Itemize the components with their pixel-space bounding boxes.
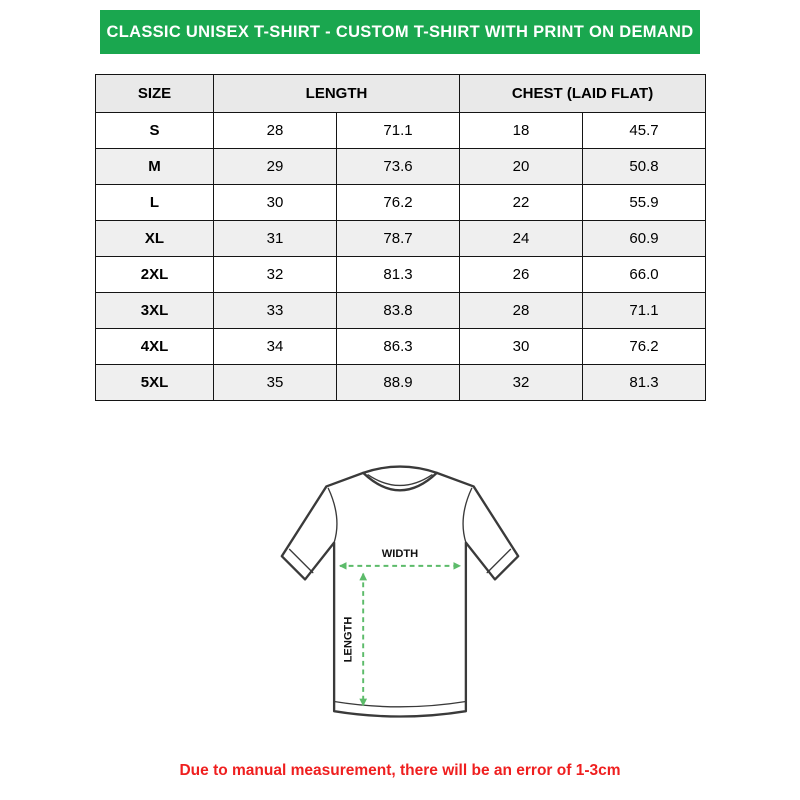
size-cell: XL bbox=[96, 221, 214, 257]
banner bbox=[100, 10, 700, 54]
size-cell: 3XL bbox=[96, 293, 214, 329]
measurement-cell: 22 bbox=[460, 185, 583, 221]
table-row bbox=[96, 257, 706, 293]
column-header-chest: CHEST (LAID FLAT) bbox=[460, 75, 706, 113]
banner-title: CLASSIC UNISEX T-SHIRT - CUSTOM T-SHIRT WITH PRINT ON DEMAND bbox=[106, 22, 694, 41]
size-cell: S bbox=[96, 113, 214, 149]
measurement-cell: 76.2 bbox=[337, 185, 460, 221]
measurement-cell: 18 bbox=[460, 113, 583, 149]
measurement-cell: 88.9 bbox=[337, 365, 460, 401]
measurement-cell: 78.7 bbox=[337, 221, 460, 257]
size-cell: L bbox=[96, 185, 214, 221]
size-cell: M bbox=[96, 149, 214, 185]
column-header-size: SIZE bbox=[96, 75, 214, 113]
table-row bbox=[96, 293, 706, 329]
measurement-cell: 71.1 bbox=[583, 293, 706, 329]
measurement-cell: 71.1 bbox=[337, 113, 460, 149]
measurement-cell: 20 bbox=[460, 149, 583, 185]
measurement-cell: 50.8 bbox=[583, 149, 706, 185]
tshirt-outline-svg bbox=[245, 438, 555, 748]
table-row bbox=[96, 185, 706, 221]
measurement-cell: 66.0 bbox=[583, 257, 706, 293]
measurement-cell: 24 bbox=[460, 221, 583, 257]
table-row bbox=[96, 113, 706, 149]
measurement-cell: 81.3 bbox=[583, 365, 706, 401]
measurement-cell: 83.8 bbox=[337, 293, 460, 329]
size-cell: 4XL bbox=[96, 329, 214, 365]
tshirt-outline bbox=[282, 467, 518, 717]
tshirt-diagram bbox=[245, 438, 555, 748]
table-row bbox=[96, 149, 706, 185]
measurement-cell: 55.9 bbox=[583, 185, 706, 221]
table-row bbox=[96, 329, 706, 365]
measurement-cell: 32 bbox=[214, 257, 337, 293]
table-row bbox=[96, 221, 706, 257]
measurement-cell: 29 bbox=[214, 149, 337, 185]
measurement-cell: 35 bbox=[214, 365, 337, 401]
measurement-cell: 34 bbox=[214, 329, 337, 365]
measurement-cell: 76.2 bbox=[583, 329, 706, 365]
measurement-cell: 81.3 bbox=[337, 257, 460, 293]
measurement-cell: 32 bbox=[460, 365, 583, 401]
measurement-cell: 28 bbox=[214, 113, 337, 149]
measurement-cell: 33 bbox=[214, 293, 337, 329]
size-cell: 2XL bbox=[96, 257, 214, 293]
measurement-cell: 73.6 bbox=[337, 149, 460, 185]
size-table bbox=[95, 74, 706, 401]
width-label: WIDTH bbox=[381, 548, 419, 561]
measurement-cell: 30 bbox=[460, 329, 583, 365]
measurement-cell: 45.7 bbox=[583, 113, 706, 149]
measurement-cell: 31 bbox=[214, 221, 337, 257]
table-header-row bbox=[96, 75, 706, 113]
length-label: LENGTH bbox=[342, 616, 355, 663]
measurement-cell: 26 bbox=[460, 257, 583, 293]
size-table-container bbox=[95, 74, 705, 401]
measurement-cell: 86.3 bbox=[337, 329, 460, 365]
column-header-length: LENGTH bbox=[214, 75, 460, 113]
size-cell: 5XL bbox=[96, 365, 214, 401]
size-table-body bbox=[96, 113, 706, 401]
measurement-cell: 28 bbox=[460, 293, 583, 329]
measurement-cell: 30 bbox=[214, 185, 337, 221]
measurement-note: Due to manual measurement, there will be an error of 1-3cm bbox=[179, 762, 621, 779]
measurement-cell: 60.9 bbox=[583, 221, 706, 257]
table-row bbox=[96, 365, 706, 401]
